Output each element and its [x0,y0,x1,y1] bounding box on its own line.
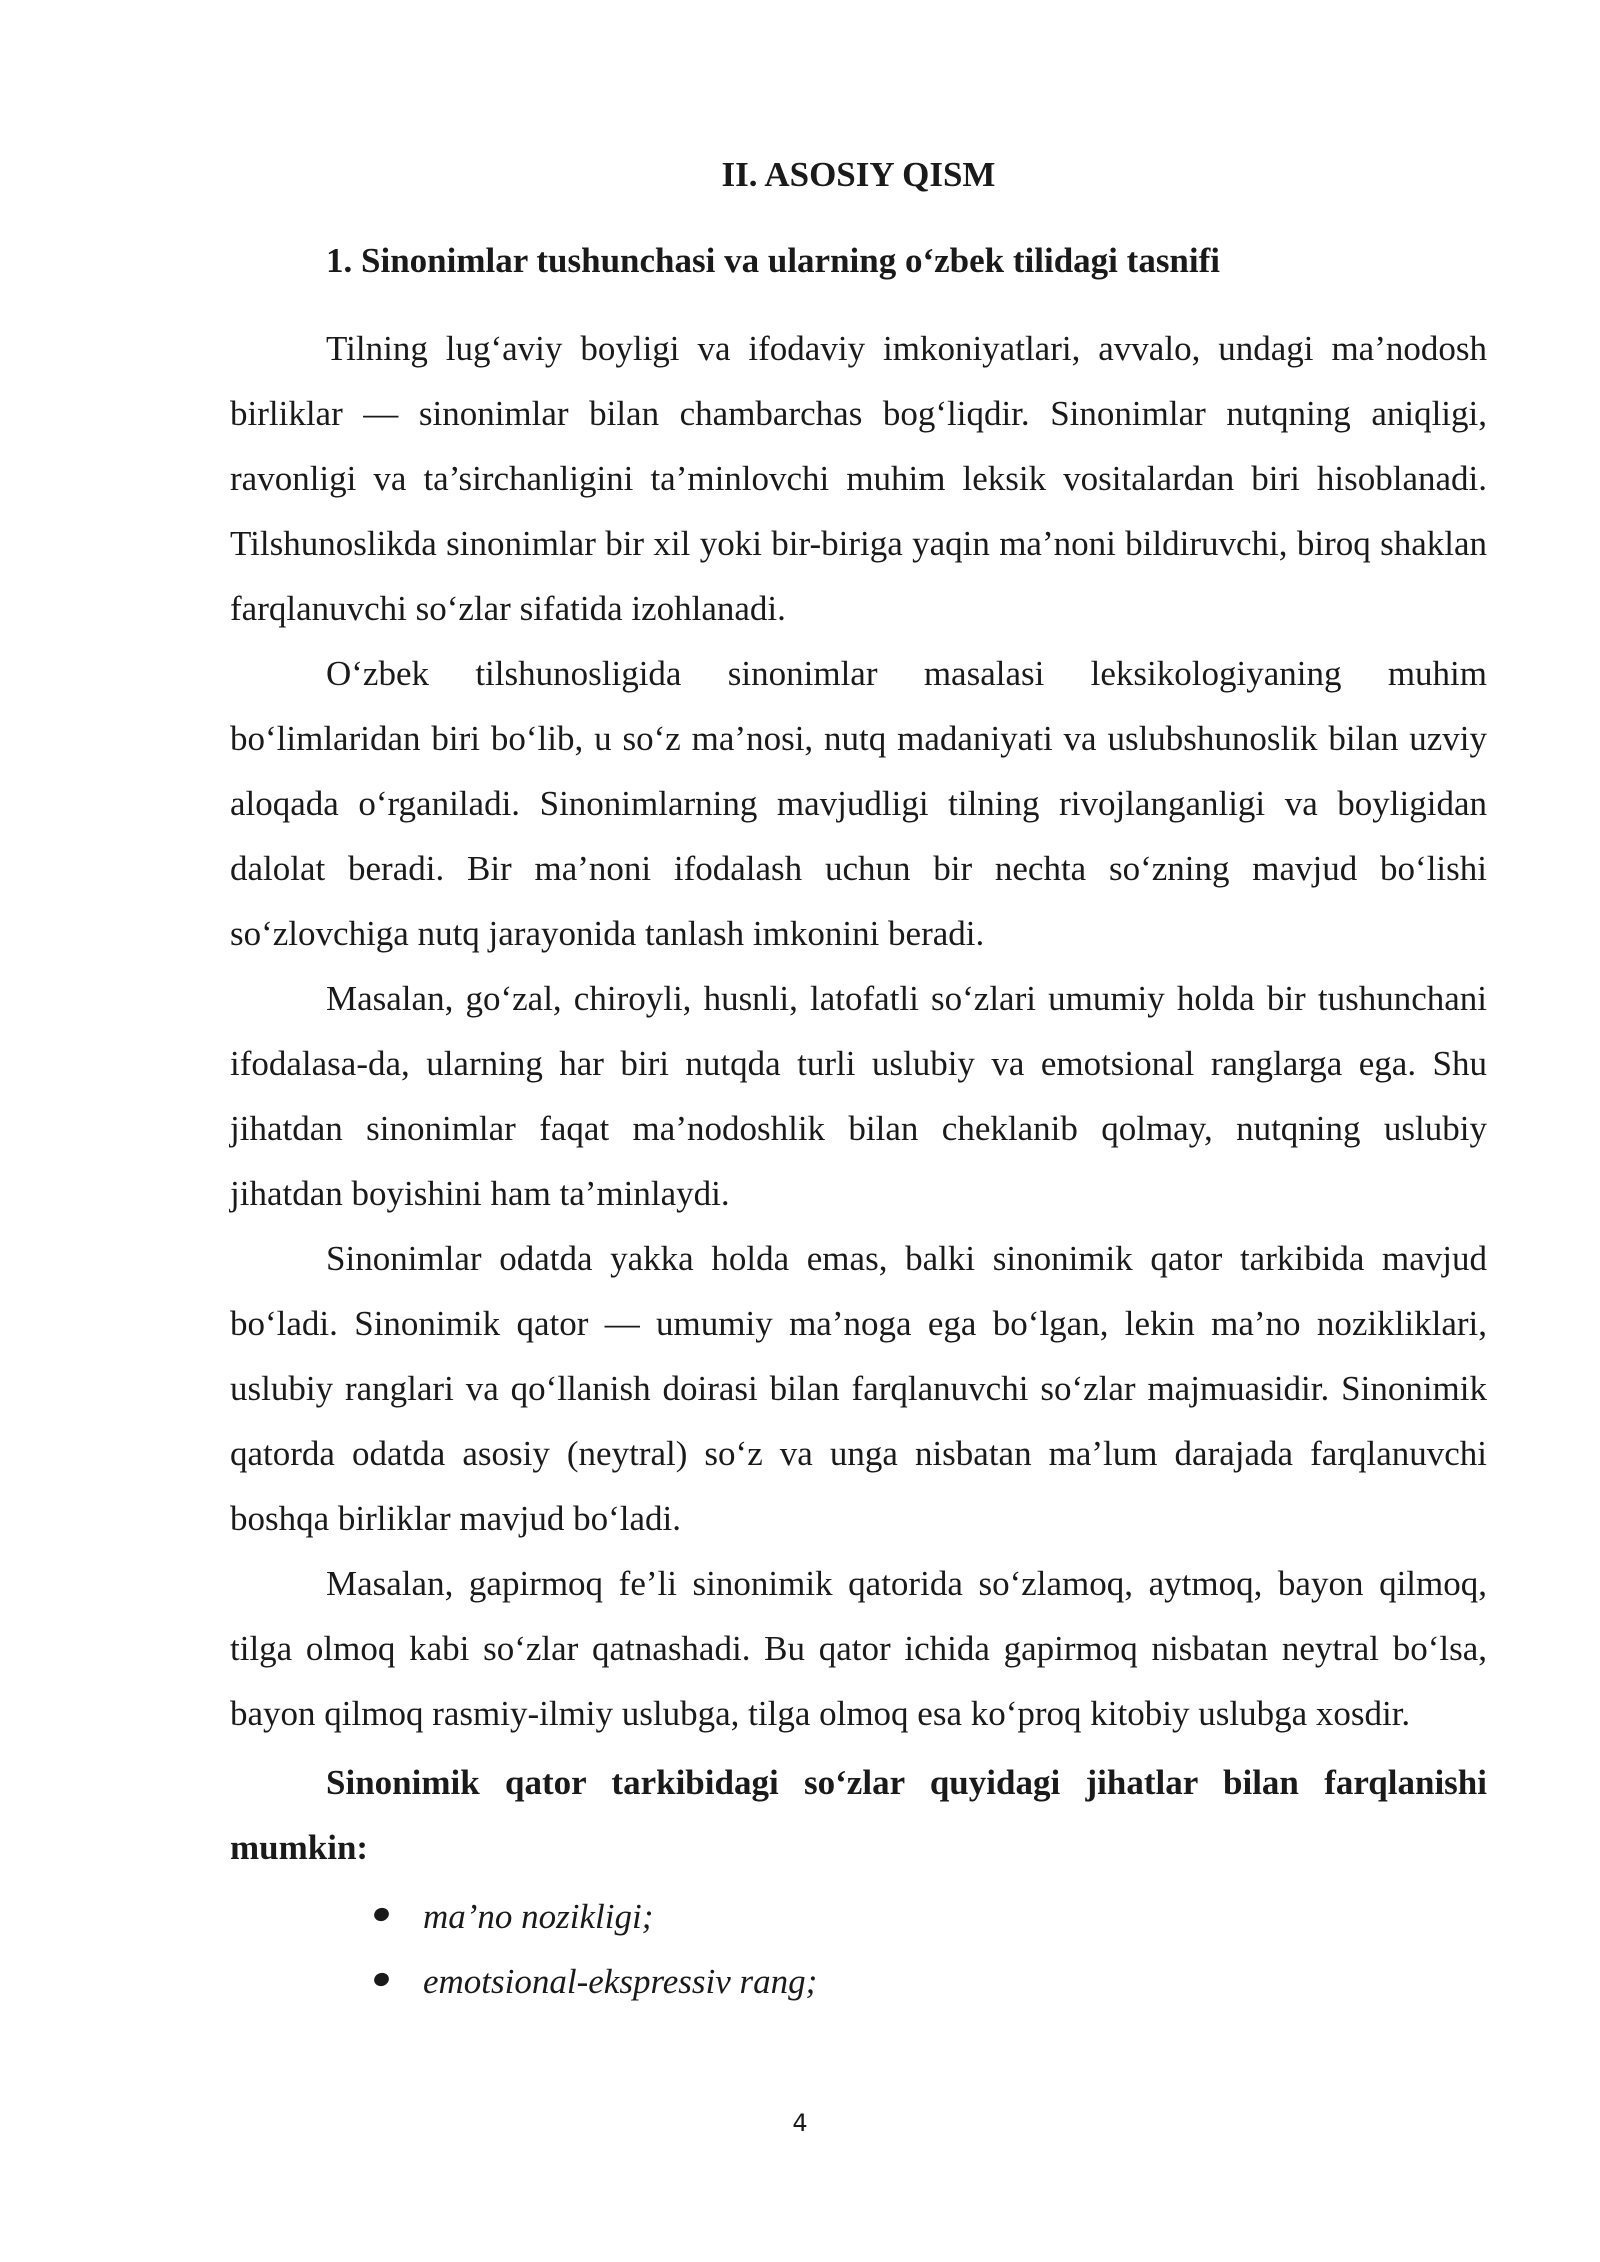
page-number: 4 [792,2109,808,2137]
body-paragraph-2: O‘zbek tilshunosligida sinonimlar masalasi leksikologiyaning muhim bo‘limlaridan biri bo‘lib, u so‘z ma’nosi, nutq madaniyati va uslubshunoslik bilan uzviy aloqada o‘rganiladi. Sinonimlarning mavjudligi tilning rivojlanganligi va boyligidan dalolat beradi. Bir ma’noni ifodalash uchun bir nechta so‘zning mavjud bo‘lishi so‘zlovchiga nutq jarayonida tanlash imkonini beradi. [230,654,1487,953]
section-title: II. ASOSIY QISM [721,155,996,194]
bullet-list [230,1884,1487,2014]
bold-lead-paragraph: Sinonimik qator tarkibidagi so‘zlar quyidagi jihatlar bilan farqlanishi mumkin: [230,1763,1487,1867]
bullet-dot-icon [372,1906,390,1923]
bullet-item [375,1884,1487,1949]
body-paragraph-5: Masalan, gapirmoq fe’li sinonimik qatorida so‘zlamoq, aytmoq, bayon qilmoq, tilga olmoq kabi so‘zlar qatnashadi. Bu qator ichida gapirmoq nisbatan neytral bo‘lsa, bayon qilmoq rasmiy-ilmiy uslubga, tilga olmoq esa ko‘proq kitobiy uslubga xosdir. [230,1564,1487,1733]
bullet-item-text: ma’no nozikligi; [423,1897,654,1936]
bullet-item-text: emotsional-ekspressiv rang; [423,1962,818,2001]
chapter-heading: 1. Sinonimlar tushunchasi va ularning o‘zbek tilidagi tasnifi [326,241,1221,280]
body-paragraph-1: Tilning lug‘aviy boyligi va ifodaviy imkoniyatlari, avvalo, undagi ma’nodosh birliklar — sinonimlar bilan chambarchas bog‘liqdir. Sinonimlar nutqning aniqligi, ravonligi va ta’sirchanligini ta’minlovchi muhim leksik vositalardan biri hisoblanadi. Tilshunoslikda sinonimlar bir xil yoki bir-biriga yaqin ma’noni bildiruvchi, biroq shaklan farqlanuvchi so‘zlar sifatida izohlanadi. [230,329,1487,628]
body-paragraph-4: Sinonimlar odatda yakka holda emas, balki sinonimik qator tarkibida mavjud bo‘ladi. Sinonimik qator — umumiy ma’noga ega bo‘lgan, lekin ma’no nozikliklari, uslubiy ranglari va qo‘llanish doirasi bilan farqlanuvchi so‘zlar majmuasidir. Sinonimik qatorda odatda asosiy (neytral) so‘z va unga nisbatan ma’lum darajada farqlanuvchi boshqa birliklar mavjud bo‘ladi. [230,1239,1487,1538]
body-paragraph-3: Masalan, go‘zal, chiroyli, husnli, latofatli so‘zlari umumiy holda bir tushunchani ifodalasa-da, ularning har biri nutqda turli uslubiy va emotsional ranglarga ega. Shu jihatdan sinonimlar faqat ma’nodoshlik bilan cheklanib qolmay, nutqning uslubiy jihatdan boyishini ham ta’minlaydi. [230,979,1487,1213]
bullet-dot-icon [372,1971,390,1988]
bullet-item [375,1949,1487,2014]
document-page [230,150,1487,2014]
